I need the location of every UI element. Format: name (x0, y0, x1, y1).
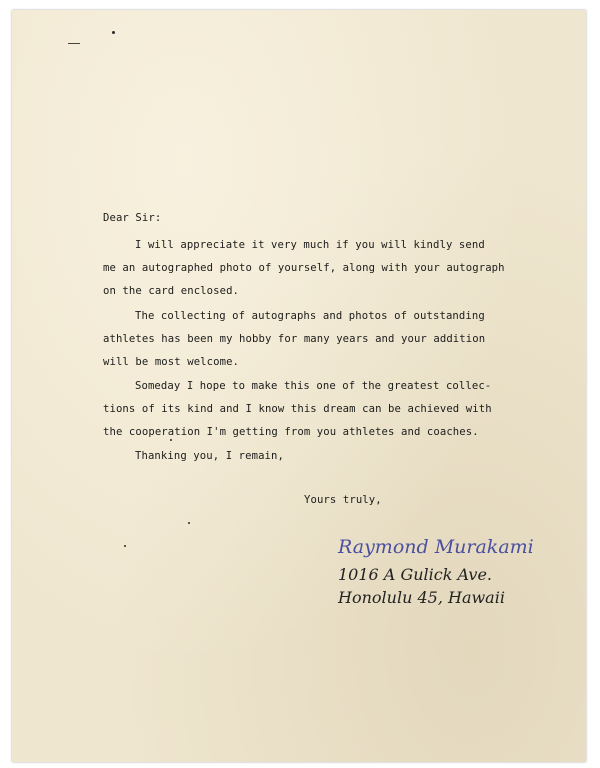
signature: Raymond Murakami (338, 536, 534, 558)
paragraph-2-line-3: will be most welcome. (103, 356, 240, 368)
paper-mark (188, 522, 190, 524)
paragraph-2-line-2: athletes has been my hobby for many years and your addition (103, 333, 486, 345)
paragraph-1-line-1: I will appreciate it very much if you will kindly send (135, 239, 485, 251)
address-line-2: Honolulu 45, Hawaii (338, 588, 505, 607)
paper-mark (68, 43, 80, 44)
paragraph-2-line-1: The collecting of autographs and photos of outstanding (135, 310, 485, 322)
closing: Yours truly, (304, 494, 382, 506)
paper-mark (124, 545, 126, 547)
paragraph-4-line-1: Thanking you, I remain, (135, 450, 284, 462)
paper-mark (170, 439, 172, 441)
paper-mark (112, 31, 115, 34)
paragraph-3-line-1: Someday I hope to make this one of the greatest collec- (135, 380, 492, 392)
paragraph-3-line-2: tions of its kind and I know this dream can be achieved with (103, 403, 492, 415)
paragraph-1-line-3: on the card enclosed. (103, 285, 240, 297)
paragraph-1-line-2: me an autographed photo of yourself, along with your autograph (103, 262, 505, 274)
address-line-1: 1016 A Gulick Ave. (338, 565, 493, 584)
paragraph-3-line-3: the cooperation I'm getting from you athletes and coaches. (103, 426, 479, 438)
letter-page (12, 10, 586, 762)
salutation: Dear Sir: (103, 212, 162, 224)
